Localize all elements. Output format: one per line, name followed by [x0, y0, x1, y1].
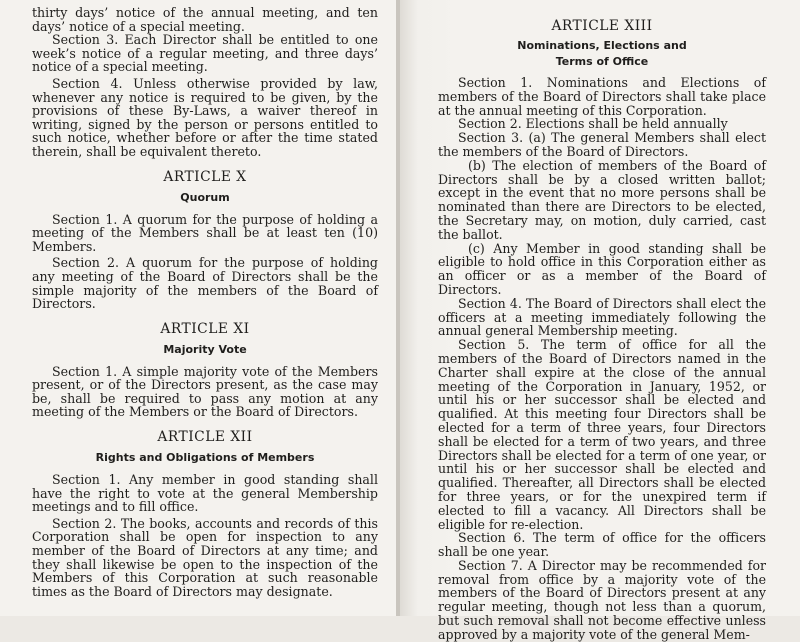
paragraph-quorum-section-1: Section 1. A quorum for the purpose of holding a meeting of the Members shall be at least ten (10) Members. [32, 211, 378, 254]
paragraph-elections-section-5: Section 5. The term of office for all the members of the Board of Directors named in the Charter shall expire at the close of the annual meeting of the Corporation in January, 1952, or until his or her successor shall be elected and qualified. At this meeting four Directors shall be elected for a term of three years, four Directors shall be elected for a term of two years, and three Directors shall be elected for a term of one year, or until his or her successor shall be elected and qualified. Thereafter, all Directors shall be elected for three years, or for the unexpired term if elected to fill a vacancy. All Directors shall be eligible for re-election. [438, 337, 766, 532]
paragraph-elections-section-1: Section 1. Nominations and Elections of members of the Board of Directors shall take place at the annual meeting of this Corporation. [438, 75, 766, 118]
article-xii-heading: ARTICLE XII [157, 429, 253, 446]
article-xiii-subheading [438, 38, 766, 70]
paragraph-notice-continuation: thirty days’ notice of the annual meeting, and ten days’ notice of a special meeting. [32, 5, 378, 34]
paragraph-section-4: Section 4. Unless otherwise provided by law, whenever any notice is required to be given, by the provisions of these By-Laws, a waiver thereof in writing, signed by the person or persons entitled to such notice, whether before or after the time stated therein, shall be equivalent thereto. [32, 75, 378, 159]
article-xiii-subheading-line-1: Nominations, Elections and [517, 39, 687, 52]
paragraph-elections-section-7: Section 7. A Director may be recommended for removal from office by a majority vote of the members of the Board of Directors present at any regular meeting, though not less than a quorum, but such removal shall not become effective unless approved by a majority vote of the general Mem- [438, 557, 766, 642]
paragraph-elections-section-2: Section 2. Elections shall be held annually [458, 116, 728, 132]
paragraph-rights-section-2: Section 2. The books, accounts and records of this Corporation shall be open for inspection to any member of the Board of Directors at any time; and they shall likewise be open to the inspection of the Members of this Corporation at such reasonable times as the Board of Directors may designate. [32, 515, 378, 599]
article-xiii-subheading-line-2: Terms of Office [555, 55, 649, 68]
left-page [0, 0, 396, 616]
article-x-heading: ARTICLE X [163, 168, 247, 185]
paragraph-rights-section-1: Section 1. Any member in good standing shall have the right to vote at the general Membership meetings and to fill office. [32, 472, 378, 515]
paragraph-elections-section-3a: Section 3. (a) The general Members shall elect the members of the Board of Directors. [438, 130, 766, 159]
article-x-subheading: Quorum [180, 190, 230, 204]
paragraph-elections-section-6: Section 6. The term of office for the officers shall be one year. [438, 530, 766, 560]
article-xi-heading: ARTICLE XI [160, 320, 250, 337]
paragraph-section-3: Section 3. Each Director shall be entitled to one week’s notice of a regular meeting, and three days’ notice of a special meeting. [32, 32, 378, 75]
right-page [400, 0, 800, 642]
paragraph-quorum-section-2: Section 2. A quorum for the purpose of holding any meeting of the Board of Directors shall be the simple majority of the members of the Board of Directors. [32, 255, 378, 312]
article-xi-subheading: Majority Vote [163, 342, 247, 356]
article-xii-subheading: Rights and Obligations of Members [95, 451, 315, 465]
paragraph-elections-section-3c: (c) Any Member in good standing shall be eligible to hold office in this Corporation either as an officer or as a member of the Board of Directors. [438, 240, 766, 297]
article-xiii-heading: ARTICLE XIII [551, 18, 653, 34]
paragraph-elections-section-3b: (b) The election of members of the Board of Directors shall be by a closed written ballot; except in the event that no more persons shall be nominated than there are Directors to be elected, the Secretary may, on motion, duly carried, cast the ballot. [438, 157, 766, 242]
paragraph-elections-section-4: Section 4. The Board of Directors shall elect the officers at a meeting immediately following the annual general Membership meeting. [438, 295, 766, 339]
paragraph-majority-section-1: Section 1. A simple majority vote of the Members present, or of the Directors present, as the case may be, shall be required to pass any motion at any meeting of the Members or the Board of Directors. [32, 363, 378, 420]
